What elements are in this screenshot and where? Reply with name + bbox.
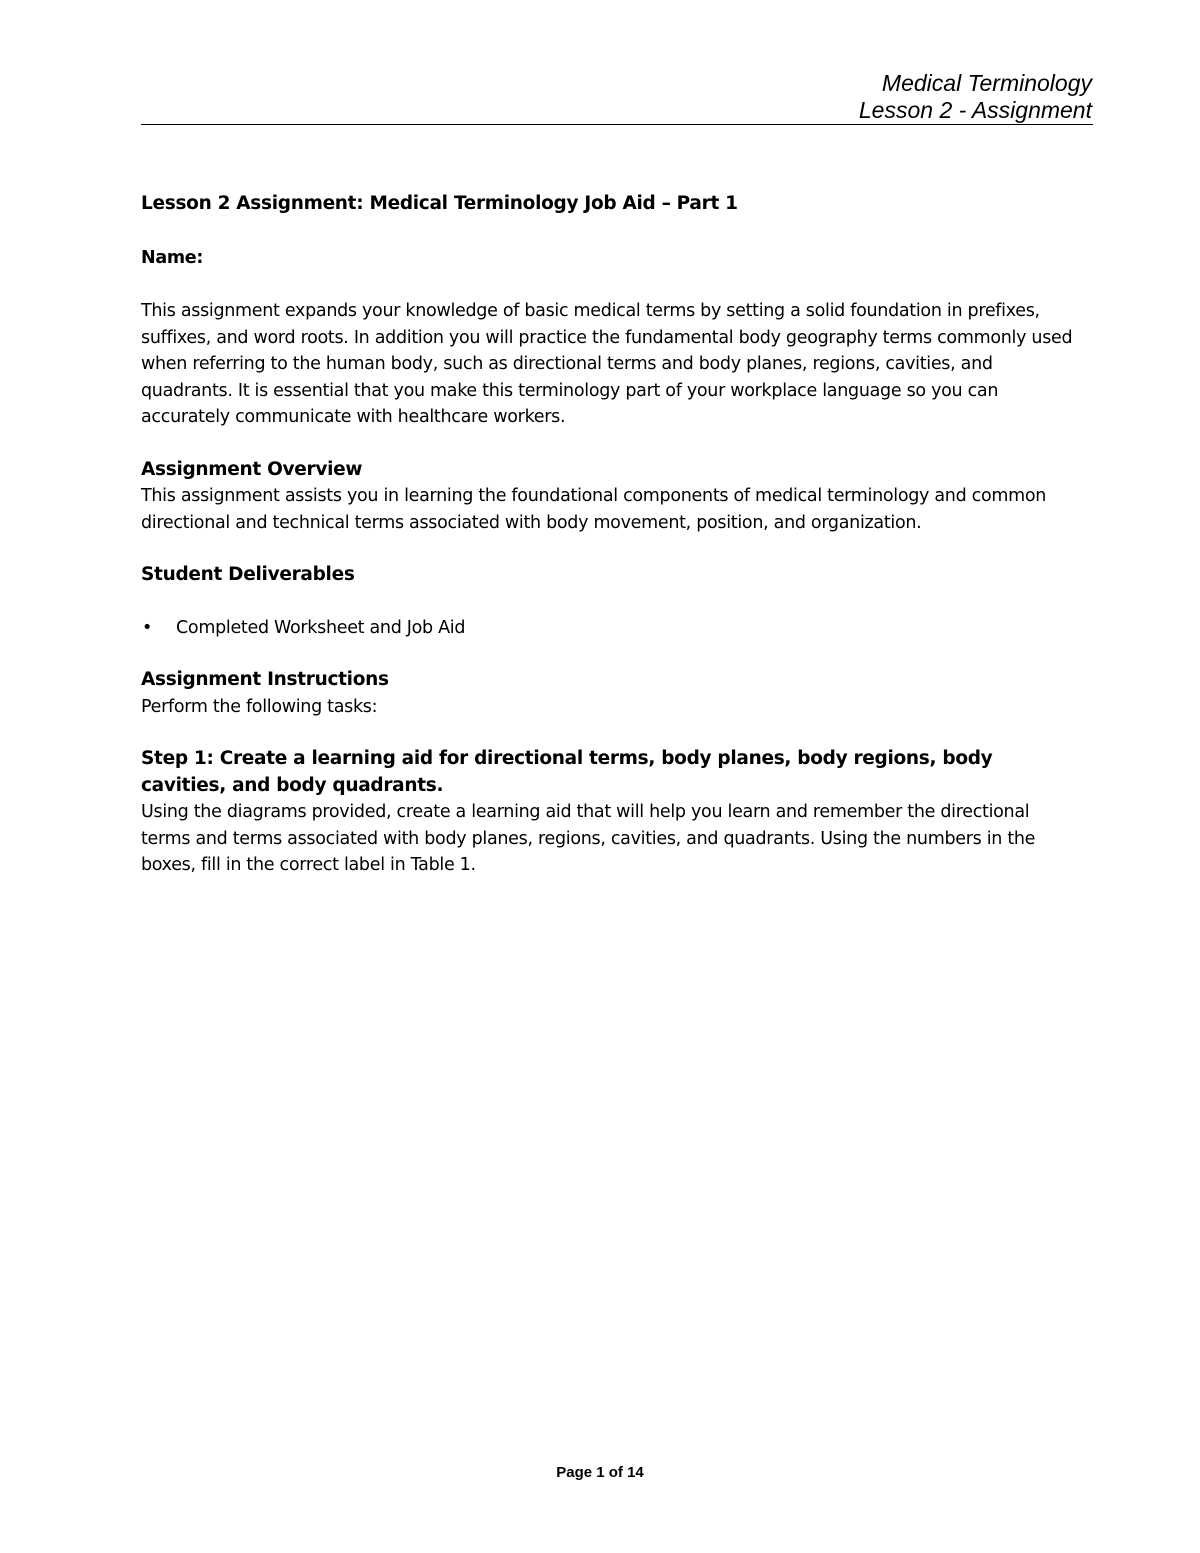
- header-lesson-title: Lesson 2 - Assignment: [858, 97, 1092, 123]
- instructions-paragraph: Perform the following tasks:: [141, 696, 378, 717]
- overview-heading: Assignment Overview: [141, 458, 363, 480]
- header-course-title: Medical Terminology: [881, 70, 1092, 96]
- page-header: [859, 70, 1092, 124]
- header-divider: [141, 124, 1093, 125]
- overview-paragraph: This assignment assists you in learning the foundational components of medical terminology and common directional and technical terms associated with body movement, position, and organization.: [141, 486, 1047, 533]
- bullet-icon: •: [142, 617, 153, 638]
- deliverables-list: [141, 615, 1076, 642]
- deliverable-text: Completed Worksheet and Job Aid: [176, 617, 466, 638]
- document-title: Lesson 2 Assignment: Medical Terminology Job Aid – Part 1: [141, 193, 738, 214]
- intro-paragraph: This assignment expands your knowledge of basic medical terms by setting a solid foundation in prefixes, suffixes, and word roots. In addition you will practice the fundamental body geography terms commonly used when referring to the human body, such as directional terms and body planes, regions, cavities, and quadrants. It is essential that you make this terminology part of your workplace language so you can accurately communicate with healthcare workers.: [141, 301, 1073, 427]
- instructions-heading: Assignment Instructions: [141, 669, 389, 690]
- step1-paragraph: Using the diagrams provided, create a learning aid that will help you learn and remember the directional terms and terms associated with body planes, regions, cavities, and quadrants. Using the numbers in the boxes, fill in the correct label in Table 1.: [141, 802, 1036, 875]
- document-body: [141, 191, 1076, 879]
- page-number: Page 1 of 14: [556, 1464, 644, 1481]
- step1-heading: Step 1: Create a learning aid for directional terms, body planes, body regions, body cavities, and body quadrants.: [141, 748, 993, 796]
- list-item: [141, 615, 1076, 642]
- name-label: Name:: [141, 247, 204, 268]
- deliverables-heading: Student Deliverables: [141, 564, 355, 585]
